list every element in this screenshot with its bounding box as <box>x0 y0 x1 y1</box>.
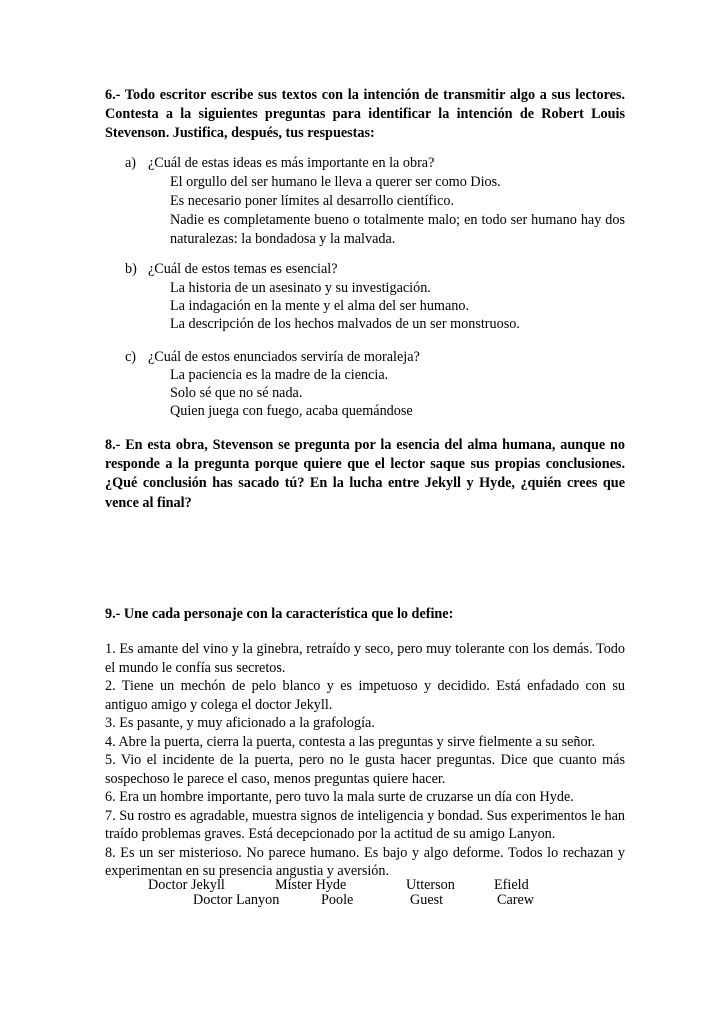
question-6a <box>125 155 136 172</box>
list-item: 2. Tiene un mechón de pelo blanco y es impetuoso y decidido. Está enfadado con su antiguo amigo y colega el doctor Jekyll. <box>105 678 625 713</box>
question-9-title: 9.- Une cada personaje con la característica que lo define: <box>105 606 454 622</box>
character-name: Doctor Lanyon <box>193 892 280 908</box>
character-descriptions-list <box>105 640 625 881</box>
option-6a-2: Es necesario poner límites al desarrollo científico. <box>170 193 455 209</box>
question-6c-text: ¿Cuál de estos enunciados serviría de moraleja? <box>148 349 420 365</box>
question-6c-label: c) <box>125 349 137 365</box>
option-6b-2: La indagación en la mente y el alma del ser humano. <box>170 298 470 314</box>
option-6c-3: Quien juega con fuego, acaba quemándose <box>170 403 413 419</box>
question-6b <box>125 261 137 278</box>
list-item: 3. Es pasante, y muy aficionado a la grafología. <box>105 715 375 731</box>
question-6-title: 6.- Todo escritor escribe sus textos con la intención de transmitir algo a sus lectores. Contesta a la siguientes preguntas para identificar la intención de Robert Louis Stevenson. Justifica, después, tus respuestas: <box>105 87 625 142</box>
option-6c-2: Solo sé que no sé nada. <box>170 385 303 401</box>
question-6b-text: ¿Cuál de estos temas es esencial? <box>148 261 338 277</box>
question-6c <box>125 349 136 366</box>
list-item: 6. Era un hombre importante, pero tuvo la mala surte de cruzarse un día con Hyde. <box>105 789 574 805</box>
question-8-title: 8.- En esta obra, Stevenson se pregunta por la esencia del alma humana, aunque no responde a la pregunta porque quiere que el lector saque sus propias conclusiones. ¿Qué conclusión has sacado tú? En la lucha entre Jekyll y Hyde, ¿quién crees que vence al final? <box>105 437 625 511</box>
list-item: 8. Es un ser misterioso. No parece humano. Es bajo y algo deforme. Todos lo rechazan y experimentan en su presencia angustia y aversión. <box>105 844 625 879</box>
character-name: Doctor Jekyll <box>148 877 225 893</box>
question-6b-label: b) <box>125 261 137 277</box>
option-6a-1: El orgullo del ser humano le lleva a querer ser como Dios. <box>170 174 501 190</box>
question-6a-label: a) <box>125 155 137 171</box>
option-6c-1: La paciencia es la madre de la ciencia. <box>170 367 389 383</box>
list-item: 4. Abre la puerta, cierra la puerta, contesta a las preguntas y sirve fielmente a su señor. <box>105 733 596 750</box>
character-name: Utterson <box>406 877 455 893</box>
option-6b-1: La historia de un asesinato y su investigación. <box>170 280 431 296</box>
character-name: Carew <box>497 892 535 908</box>
question-6a-text: ¿Cuál de estas ideas es más importante en la obra? <box>148 155 435 171</box>
option-6b-3: La descripción de los hechos malvados de un ser monstruoso. <box>170 316 520 332</box>
character-name: Efield <box>494 877 529 893</box>
character-name: Poole <box>321 892 354 908</box>
list-item: 7. Su rostro es agradable, muestra signos de inteligencia y bondad. Sus experimentos le han traído problemas graves. Está decepcionado por la actitud de su amigo Lanyon. <box>105 807 625 842</box>
option-6a-3: Nadie es completamente bueno o totalmente malo; en todo ser humano hay dos naturalezas: la bondadosa y la malvada. <box>170 212 625 248</box>
character-name: Guest <box>410 892 444 908</box>
list-item: 5. Vio el incidente de la puerta, pero no le gusta hacer preguntas. Dice que cuanto más sospechoso le parece el caso, menos preguntas quiere hacer. <box>105 752 625 787</box>
list-item: 1. Es amante del vino y la ginebra, retraído y seco, pero muy tolerante con los demás. Todo el mundo le confía sus secretos. <box>105 641 625 676</box>
character-name: Míster Hyde <box>275 877 347 893</box>
